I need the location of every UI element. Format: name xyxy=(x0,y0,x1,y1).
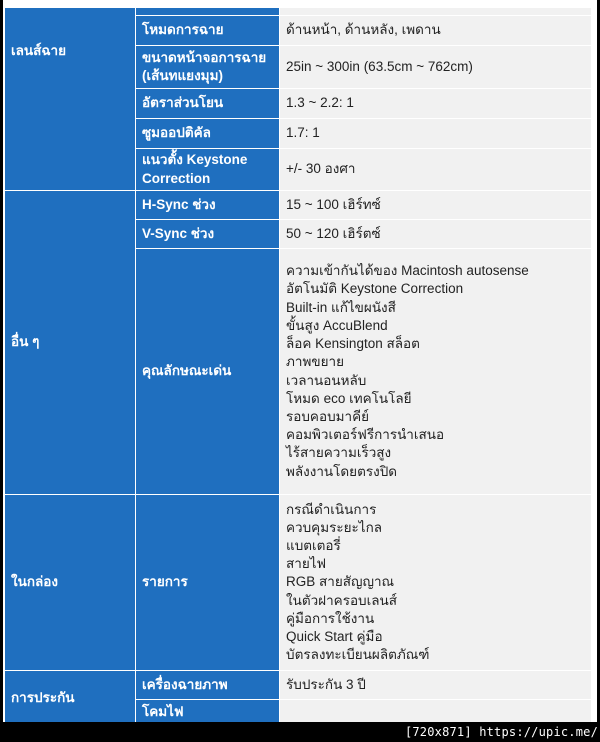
row-value xyxy=(280,700,592,723)
row-label: ซูมออปติคัล xyxy=(136,119,280,149)
box-item: แบตเตอรี่ xyxy=(286,537,341,553)
row-value: 25in ~ 300in (63.5cm ~ 762cm) xyxy=(280,46,592,89)
row-value: 15 ~ 100 เฮิร์ทซ์ xyxy=(280,191,592,220)
box-item: คู่มือการใช้งาน xyxy=(286,610,375,626)
row-value xyxy=(280,495,592,671)
feature-item: พลังงานโดยตรงปิด xyxy=(286,463,398,479)
spec-table xyxy=(4,7,592,722)
box-item: RGB สายสัญญาณ xyxy=(286,574,395,590)
row-value: 1.7: 1 xyxy=(280,119,592,149)
feature-item: ความเข้ากันได้ของ Macintosh autosense xyxy=(286,263,529,279)
category-warranty: การประกัน xyxy=(5,671,136,723)
box-item: สายไฟ xyxy=(286,556,327,572)
feature-item: ไร้สายความเร็วสูง xyxy=(286,445,392,461)
row-label: อัตราส่วนโยน xyxy=(136,89,280,119)
box-item: บัตรลงทะเบียนผลิตภัณฑ์ xyxy=(286,647,430,663)
table-row xyxy=(5,495,592,671)
feature-item: ภาพขยาย xyxy=(286,354,345,370)
category-other: อื่น ๆ xyxy=(5,191,136,495)
row-value: 1.3 ~ 2.2: 1 xyxy=(280,89,592,119)
feature-item: ขั้นสูง AccuBlend xyxy=(286,317,388,333)
row-value: รับประกัน 3 ปี xyxy=(280,671,592,700)
row-label: โหมดการฉาย xyxy=(136,16,280,46)
category-lens: เลนส์ฉาย xyxy=(5,8,136,191)
row-label: โคมไฟ xyxy=(136,700,280,723)
row-value: +/- 30 องศา xyxy=(280,149,592,191)
feature-item: คอมพิวเตอร์ฟรีการนำเสนอ xyxy=(286,427,445,443)
row-label: V-Sync ช่วง xyxy=(136,220,280,249)
feature-item: โหมด eco เทคโนโลยี xyxy=(286,390,412,406)
table-row xyxy=(5,671,592,700)
feature-item: รอบคอบมาคีย์ xyxy=(286,408,370,424)
feature-item: ล็อค Kensington สล็อต xyxy=(286,336,420,352)
box-item: ควบคุมระยะไกล xyxy=(286,519,383,535)
box-item: Quick Start คู่มือ xyxy=(286,629,383,644)
box-item: กรณีดำเนินการ xyxy=(286,501,377,517)
row-value: 50 ~ 120 เฮิร์ตซ์ xyxy=(280,220,592,249)
row-label: รายการ xyxy=(136,495,280,671)
table-row xyxy=(5,191,592,220)
category-inbox: ในกล่อง xyxy=(5,495,136,671)
image-size-badge: [720x871] https://upic.me/ xyxy=(404,725,598,739)
row-value: ด้านหน้า, ด้านหลัง, เพดาน xyxy=(280,16,592,46)
row-label: ขนาดหน้าจอการฉาย (เส้นทแยงมุม) xyxy=(136,46,280,89)
row-label: แนวตั้ง Keystone Correction xyxy=(136,149,280,191)
table-row xyxy=(5,8,592,16)
row-label: คุณลักษณะเด่น xyxy=(136,249,280,495)
row-label: H-Sync ช่วง xyxy=(136,191,280,220)
row-value xyxy=(280,249,592,495)
feature-item: Built-in แก้ไขผนังสี xyxy=(286,299,396,315)
feature-item: เวลานอนหลับ xyxy=(286,372,367,388)
row-label: เครื่องฉายภาพ xyxy=(136,671,280,700)
spec-table-container xyxy=(3,0,597,722)
box-item: ในตัวฝาครอบเลนส์ xyxy=(286,592,397,608)
feature-item: อัตโนมัติ Keystone Correction xyxy=(286,281,464,297)
